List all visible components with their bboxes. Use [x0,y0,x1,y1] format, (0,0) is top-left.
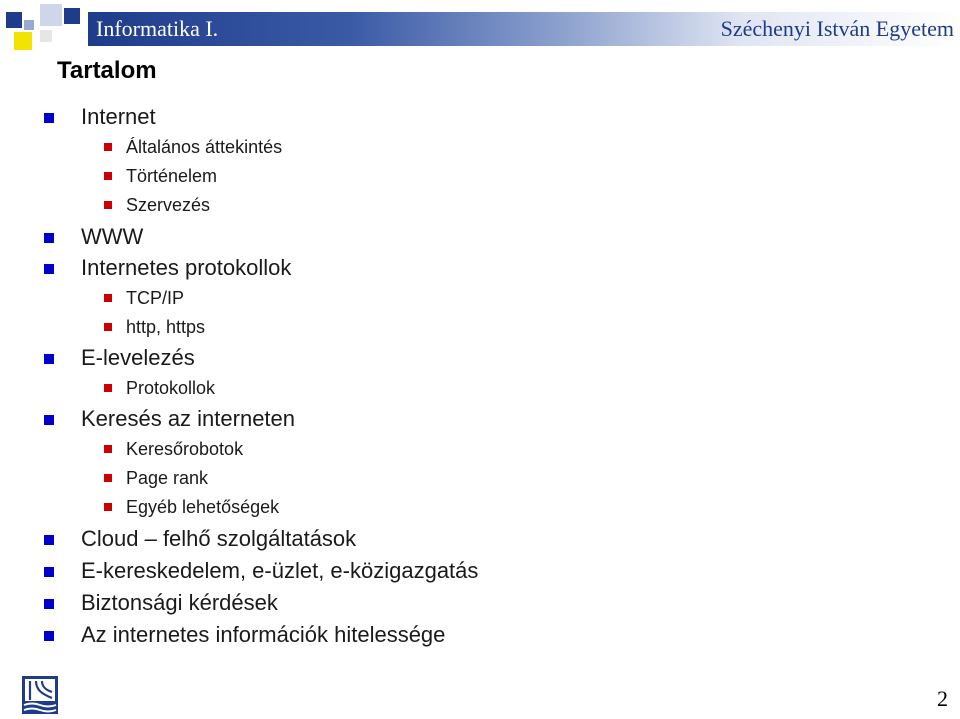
slide-title: Tartalom [57,57,157,84]
list-item-label: WWW [81,224,144,249]
square-bullet-icon [104,445,112,453]
list-item-label: Cloud – felhő szolgáltatások [81,526,357,551]
list-item [126,316,205,338]
list-item-label: TCP/IP [126,288,185,308]
list-item [81,590,278,616]
list-item-label: Általános áttekintés [126,137,283,157]
square-bullet-icon [44,415,54,425]
square-bullet-icon [104,323,112,331]
square-bullet-icon [104,172,112,180]
list-item [81,224,143,250]
list-item-label: http, https [126,317,206,337]
square-bullet-icon [104,474,112,482]
list-item [81,622,445,648]
list-item-label: Protokollok [126,378,216,398]
list-item-label: Szervezés [126,195,211,215]
list-item [126,165,217,187]
square-bullet-icon [44,354,54,364]
list-item-label: Page rank [126,468,209,488]
university-logo-icon [22,676,58,714]
list-item-label: Biztonsági kérdések [81,590,278,615]
square-bullet-icon [44,631,54,641]
list-item [81,104,156,130]
list-item [81,558,478,584]
square-bullet-icon [44,113,54,123]
list-item [126,136,282,158]
university-name: Széchenyi István Egyetem [720,16,954,41]
list-item-label: E-kereskedelem, e-üzlet, e-közigazgatás [81,558,479,583]
square-bullet-icon [44,233,54,243]
list-item-label: Egyéb lehetőségek [126,497,280,517]
list-item-label: E-levelezés [81,345,195,370]
square-bullet-icon [44,567,54,577]
list-item-label: Keresőrobotok [126,439,244,459]
square-bullet-icon [44,599,54,609]
list-item [126,467,208,489]
list-item-label: Internet [81,104,156,129]
list-item [126,496,279,518]
square-bullet-icon [104,384,112,392]
list-item [126,377,215,399]
decorative-squares [0,0,90,62]
square-bullet-icon [104,294,112,302]
list-item [81,406,295,432]
list-item [81,345,195,371]
list-item [126,287,184,309]
list-item-label: Keresés az interneten [81,406,296,431]
square-bullet-icon [44,535,54,545]
list-item-label: Történelem [126,166,218,186]
square-bullet-icon [104,143,112,151]
list-item [81,526,356,552]
page-number: 2 [937,686,948,711]
list-item [81,255,291,281]
square-bullet-icon [44,264,54,274]
square-bullet-icon [104,201,112,209]
list-item-label: Az internetes információk hitelessége [81,622,446,647]
course-title: Informatika I. [96,16,219,41]
square-bullet-icon [104,503,112,511]
list-item [126,194,210,216]
list-item-label: Internetes protokollok [81,255,292,280]
list-item [126,438,243,460]
